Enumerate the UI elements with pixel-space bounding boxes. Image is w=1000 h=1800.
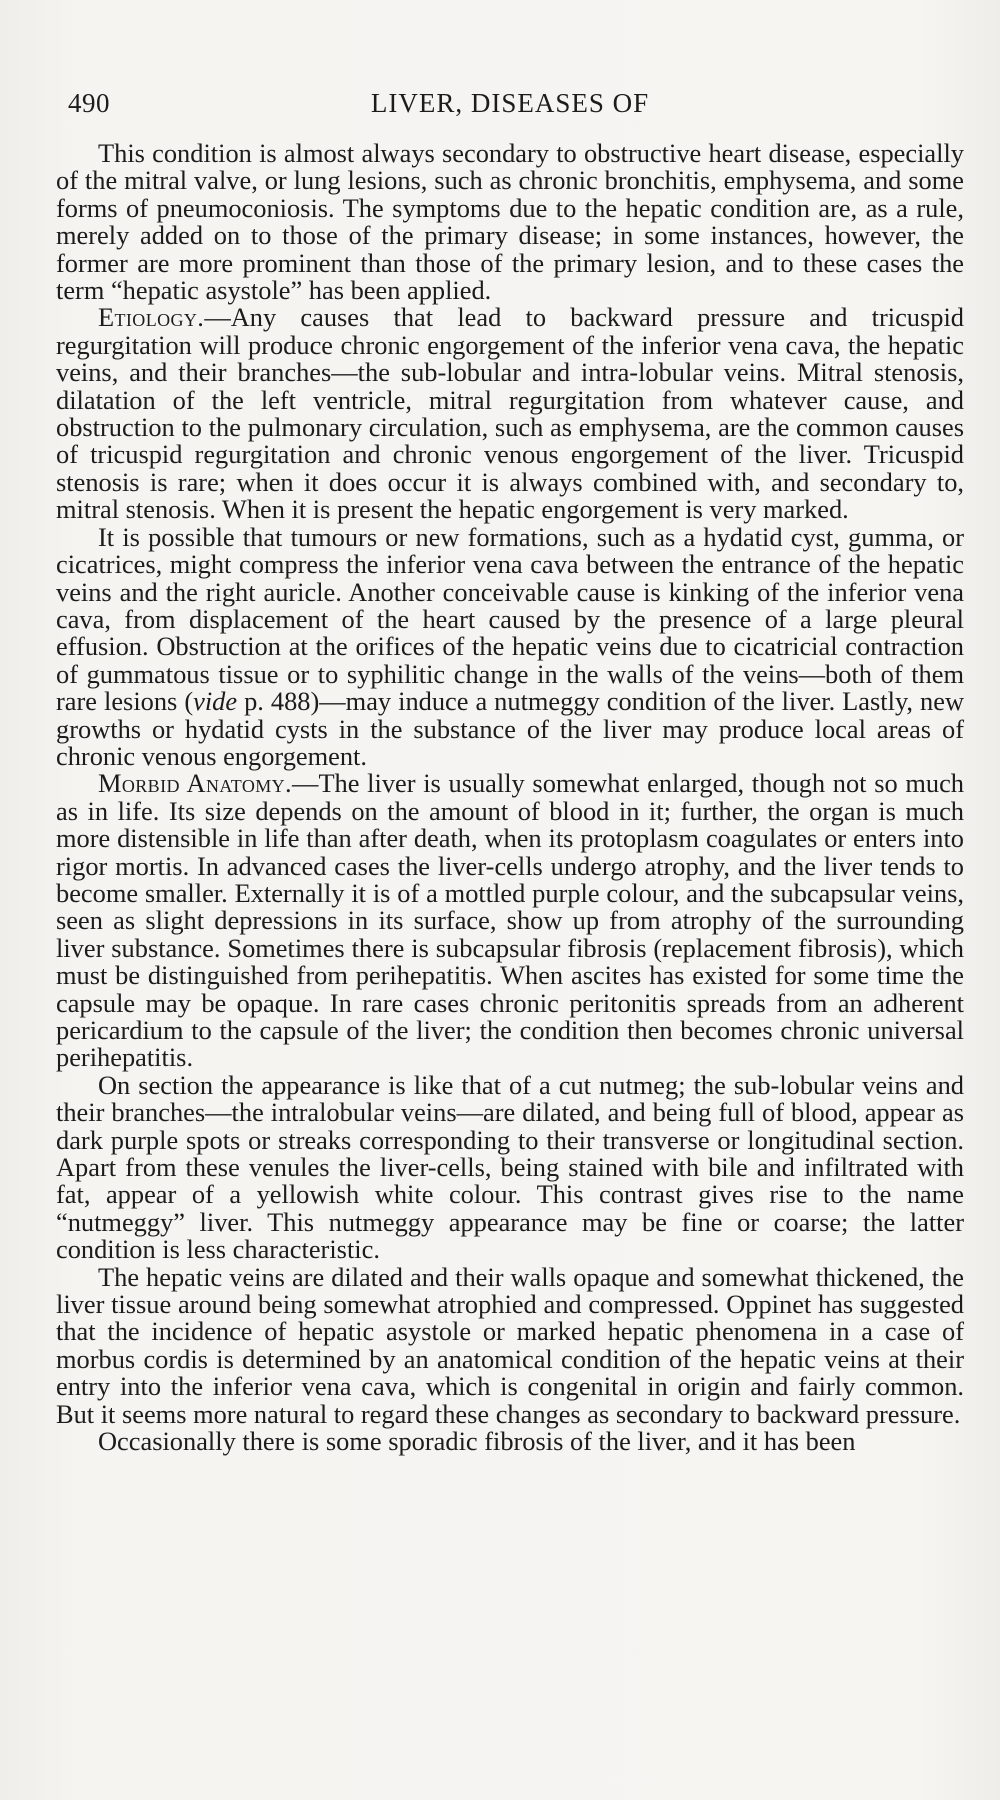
page-header: [56, 84, 964, 132]
paragraph-section-appearance: On section the appearance is like that of a cut nutmeg; the sub-lobular veins and their branches—the intralobular veins—are dilated, and being full of blood, appear as dark purple spots or streaks corresponding to their transverse or longitudinal section. Apart from these venules the liver-cells, being stained with bile and infiltrated with fat, appear of a yellowish white colour. This contrast gives rise to the name “nutmeggy” liver. This nutmeggy appearance may be fine or coarse; the latter condition is less characteristic.: [56, 1069, 964, 1265]
paragraph-hepatic-veins: The hepatic veins are dilated and their walls opaque and somewhat thickened, the liver tissue around being somewhat atrophied and compressed. Oppinet has suggested that the incidence of hepatic asystole or marked hepatic phenomena in a case of morbus cordis is determined by an anatomical condition of the hepatic veins at their entry into the inferior vena cava, which is congenital in origin and fairly common. But it seems more natural to regard these changes as secondary to backward pressure.: [56, 1261, 964, 1429]
paragraph-morbid-anatomy-text: —The liver is usually somewhat enlarged, though not so much as in life. Its size depends on the amount of blood in it; further, the organ is much more distensible in life than after death, when its protoplasm coagulates or enters into rigor mortis. In advanced cases the liver-cells undergo atrophy, and the liver tends to become smaller. Externally it is of a mottled purple colour, and the subcapsular veins, seen as slight depressions in its surface, show up from atrophy of the surrounding liver substance. Sometimes there is subcapsular fibrosis (replacement fibrosis), which must be distinguished from perihepatitis. When ascites has existed for some time the capsule may be opaque. In rare cases chronic peritonitis spreads from an adherent pericardium to the capsule of the liver; the condition then becomes chronic universal perihepatitis.: [56, 768, 964, 1073]
paragraph-fibrosis: Occasionally there is some sporadic fibrosis of the liver, and it has been: [98, 1426, 856, 1457]
paragraph-etiology: [56, 304, 964, 523]
paragraph-etiology-text: —Any causes that lead to backward pressure and tricuspid regurgitation will produce chronic engorgement of the inferior vena cava, the hepatic veins, and their branches—the sub-lobular and intra-lobular veins. Mitral stenosis, dilatation of the left ventricle, mitral regurgitation from whatever cause, and obstruction to the pulmonary circulation, such as emphysema, are the common causes of tricuspid regurgitation and chronic venous engorgement of the liver. Tricuspid stenosis is rare; when it does occur it is always combined with, and secondary to, mitral stenosis. When it is present the hepatic engorgement is very marked.: [56, 302, 964, 525]
paragraph-compression-text-2: p. 488)—may induce a nutmeggy condition of the liver. Lastly, new growths or hydatid cysts in the substance of the liver may produce local areas of chronic venous engorgement.: [56, 686, 965, 771]
body-text: [56, 140, 964, 1456]
page-number: 490: [68, 88, 110, 118]
paragraph-morbid-anatomy: [56, 770, 964, 1071]
paragraph-compression-text-1: It is possible that tumours or new formations, such as a hydatid cyst, gumma, or cicatrices, might compress the inferior vena cava between the entrance of the hepatic veins and the right auricle. Another conceivable cause is kinking of the inferior vena cava, from displacement of the heart caused by the presence of a large pleural effusion. Obstruction at the orifices of the hepatic veins due to cicatricial contraction of gummatous tissue or to syphilitic change in the walls of the veins—both of them rare lesions (: [56, 521, 964, 717]
paragraph-intro: This condition is almost always secondary to obstructive heart disease, especially of the mitral valve, or lung lesions, such as chronic bronchitis, emphysema, and some forms of pneumoconiosis. The symptoms due to the hepatic condition are, as a rule, merely added on to those of the primary disease; in some instances, however, the former are more prominent than those of the primary lesion, and to these cases the term “hepatic asystole” has been applied.: [56, 138, 964, 306]
paragraph-compression-causes: [56, 521, 965, 771]
running-title: LIVER, DISEASES OF: [370, 88, 650, 118]
section-heading-etiology: Etiology.: [98, 302, 205, 333]
section-heading-morbid-anatomy: Morbid Anatomy.: [98, 768, 293, 799]
vide-reference: vide: [193, 686, 238, 717]
